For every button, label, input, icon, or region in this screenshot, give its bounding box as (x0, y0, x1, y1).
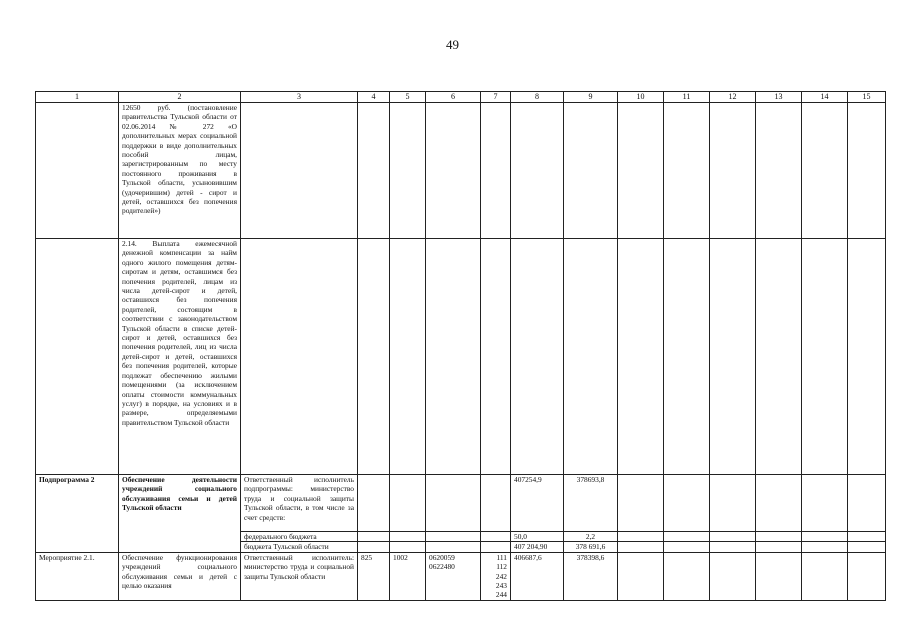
table-cell (36, 103, 119, 239)
measure-label: Мероприятие 2.1. (36, 552, 119, 600)
table-cell (710, 103, 756, 239)
table-cell (564, 239, 618, 475)
table-cell (664, 103, 710, 239)
federal-col8: 50,0 (511, 532, 564, 542)
expense-code: 112 (496, 562, 507, 572)
table-cell (358, 542, 390, 552)
header-cell: 3 (241, 92, 358, 103)
table-cell (710, 239, 756, 475)
amount-col9: 378693,8 (564, 475, 618, 532)
table-cell (618, 103, 664, 239)
header-cell: 9 (564, 92, 618, 103)
table-cell (390, 532, 426, 542)
table-cell (358, 239, 390, 475)
table-cell (756, 475, 802, 532)
table-cell (802, 532, 848, 542)
table-cell (390, 475, 426, 532)
table-cell (802, 542, 848, 552)
subprogram-label: Подпрограмма 2 (36, 475, 119, 553)
measure-description: 2.14. Выплата ежемесячной денежной компенсации за найм одного жилого помещения детям-сиротам и детям, оставшимся без попечения родителей, лицам из числа детей-сирот и детей, оставшихся без попечения родителей, состоящим в соответствии с законодательством Тульской области в списке детей-сирот и детей, оставшихся без попечения родителей, лиц из числа детей-сирот и детей, оставшихся без попечения родителей, которые подлежат обеспечению жилыми помещениями (за исключением оплаты стоимости коммунальных услуг) в порядке, на условиях и в размере, определяемыми правительством Тульской области (119, 239, 241, 475)
table-cell (358, 532, 390, 542)
responsible-executor: Ответственный исполнитель подпрограммы: министерство труда и социальной защиты Тульской области, в том числе за счет средств: (241, 475, 358, 532)
measure-description: 12650 руб. (постановление правительства Тульской области от 02.06.2014 № 272 «О дополнительных мерах социальной поддержки в виде дополнительных пособий лицам, зарегистрированным по месту постоянного проживания в Тульской области, усыновившим (удочерившим) детей - сирот и детей, оставшихся без попечения родителей») (119, 103, 241, 239)
table-cell (481, 532, 511, 542)
expense-code: 111 (496, 552, 507, 562)
expense-code: 242 (495, 571, 507, 581)
table-cell (848, 103, 886, 239)
header-row (36, 92, 886, 103)
budget-code-section: 1002 (390, 552, 426, 600)
table-cell (802, 103, 848, 239)
table-cell (618, 532, 664, 542)
table-cell (241, 103, 358, 239)
table-cell (664, 532, 710, 542)
header-cell: 14 (802, 92, 848, 103)
table-cell (481, 542, 511, 552)
expense-code: 244 (495, 590, 507, 600)
table-cell (481, 103, 511, 239)
table-cell (802, 239, 848, 475)
table-row (36, 239, 886, 475)
table-cell (802, 475, 848, 532)
expense-type-codes (481, 552, 511, 600)
table-cell (36, 239, 119, 475)
amount-col8: 406687,6 (511, 552, 564, 600)
table-cell (710, 475, 756, 532)
header-cell: 2 (119, 92, 241, 103)
table-cell (511, 239, 564, 475)
table-row (36, 103, 886, 239)
table-cell (358, 475, 390, 532)
table-cell (710, 552, 756, 600)
header-cell: 13 (756, 92, 802, 103)
table-cell (664, 239, 710, 475)
table-cell (618, 542, 664, 552)
table-cell (511, 103, 564, 239)
table-cell (426, 542, 481, 552)
table-cell (848, 542, 886, 552)
table-cell (848, 532, 886, 542)
budget-code-target (426, 552, 481, 600)
table-cell (664, 475, 710, 532)
table-cell (756, 103, 802, 239)
budget-table (35, 91, 886, 601)
table-cell (390, 542, 426, 552)
subprogram-row (36, 475, 886, 532)
table-cell (390, 103, 426, 239)
table-cell (618, 475, 664, 532)
measure-description: Обеспечение функционирования учреждений социального обслуживания семьи и детей с целью оказания (119, 552, 241, 600)
regional-col8: 407 204,90 (511, 542, 564, 552)
header-cell: 6 (426, 92, 481, 103)
expense-code: 243 (495, 581, 507, 591)
table-cell (848, 552, 886, 600)
table-cell (848, 239, 886, 475)
table-cell (390, 239, 426, 475)
table-cell (241, 239, 358, 475)
subprogram-title: Обеспечение деятельности учреждений социального обслуживания семьи и детей Тульской области (119, 475, 241, 553)
table-cell (358, 103, 390, 239)
table-cell (802, 552, 848, 600)
budget-code-grbs: 825 (358, 552, 390, 600)
header-cell: 15 (848, 92, 886, 103)
target-code: 0620059 (429, 552, 455, 562)
table-cell (426, 532, 481, 542)
table-cell (756, 239, 802, 475)
header-cell: 7 (481, 92, 511, 103)
table-cell (481, 475, 511, 532)
header-cell: 10 (618, 92, 664, 103)
header-cell: 8 (511, 92, 564, 103)
table-cell (848, 475, 886, 532)
table-cell (618, 239, 664, 475)
federal-col9: 2,2 (564, 532, 618, 542)
table-cell (756, 542, 802, 552)
target-code: 0622480 (429, 562, 455, 572)
amount-col9: 378398,6 (564, 552, 618, 600)
page-number: 49 (446, 37, 459, 52)
measure-row (36, 552, 886, 600)
table-cell (664, 542, 710, 552)
header-cell: 1 (36, 92, 119, 103)
table-cell (481, 239, 511, 475)
table-cell (756, 532, 802, 542)
regional-col9: 378 691,6 (564, 542, 618, 552)
table-cell (564, 103, 618, 239)
table-cell (710, 532, 756, 542)
table-cell (426, 103, 481, 239)
funding-label-federal: федерального бюджета (241, 532, 358, 542)
table-cell (710, 542, 756, 552)
funding-label-regional: бюджета Тульской области (241, 542, 358, 552)
responsible-executor: Ответственный исполнитель: министерство труда и социальной защиты Тульской области (241, 552, 358, 600)
table-cell (756, 552, 802, 600)
table-cell (664, 552, 710, 600)
table-cell (426, 239, 481, 475)
header-cell: 4 (358, 92, 390, 103)
table-cell (618, 552, 664, 600)
header-cell: 11 (664, 92, 710, 103)
amount-col8: 407254,9 (511, 475, 564, 532)
header-cell: 5 (390, 92, 426, 103)
table-cell (426, 475, 481, 532)
header-cell: 12 (710, 92, 756, 103)
